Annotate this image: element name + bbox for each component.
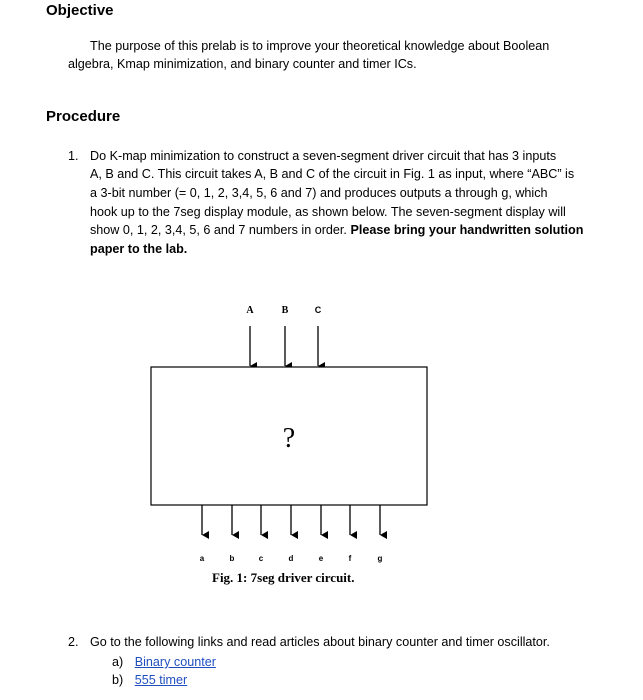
output-label-d: d [288, 554, 294, 563]
input-label-b: B [281, 305, 289, 316]
figure-caption: Fig. 1: 7seg driver circuit. [212, 570, 355, 585]
item1-bold-instruction: Please bring your handwritten solution [350, 223, 584, 237]
objective-heading: Objective [46, 2, 114, 19]
input-label-a: A [246, 305, 254, 316]
output-label-f: f [348, 554, 352, 563]
link-marker-b: b) [112, 673, 124, 687]
unknown-circuit-symbol: ? [282, 423, 296, 454]
link-item-binary-counter [112, 653, 216, 672]
output-label-b: b [229, 554, 235, 563]
item1-line3: a 3-bit number (= 0, 1, 2, 3,4, 5, 6 and 7) and produces outputs a through g, which [90, 186, 548, 200]
item2-number: 2. [68, 635, 79, 649]
link-item-555-timer [112, 671, 187, 690]
item1-line1: Do K-map minimization to construct a seven-segment driver circuit that has 3 inputs [90, 149, 557, 163]
output-label-e: e [318, 554, 324, 563]
item1-line2: A, B and C. This circuit takes A, B and C of the circuit in Fig. 1 as input, where “ABC” is [90, 167, 575, 181]
output-label-a: a [199, 554, 205, 563]
item1-bold-line: paper to the lab. [90, 242, 188, 256]
output-label-c: c [258, 554, 264, 563]
555-timer-link[interactable]: 555 timer [134, 673, 188, 687]
objective-text-line2: algebra, Kmap minimization, and binary counter and timer ICs. [68, 57, 417, 71]
item2-text: Go to the following links and read articles about binary counter and timer oscillator. [90, 635, 550, 649]
item1-number: 1. [68, 149, 79, 163]
input-label-c: C [314, 305, 322, 315]
item1-line4: hook up to the 7seg display module, as shown below. The seven-segment display will [90, 205, 566, 219]
item1-line5-text: show 0, 1, 2, 3,4, 5, 6 and 7 numbers in order. [90, 223, 347, 237]
binary-counter-link[interactable]: Binary counter [134, 655, 216, 669]
procedure-heading: Procedure [46, 108, 121, 125]
link-marker-a: a) [112, 655, 124, 669]
objective-text-line1: The purpose of this prelab is to improve your theoretical knowledge about Boolean [90, 39, 550, 53]
output-label-g: g [377, 554, 383, 563]
